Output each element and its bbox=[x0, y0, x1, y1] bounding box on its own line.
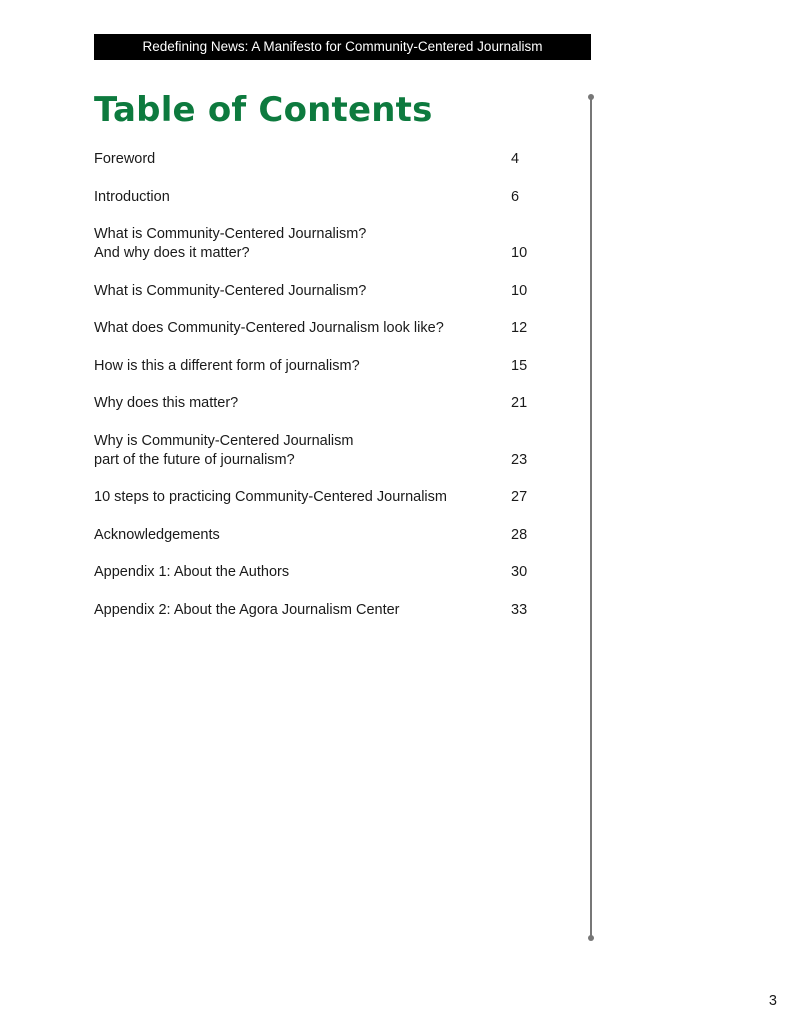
toc-entry-title-line: What is Community-Centered Journalism? bbox=[94, 282, 367, 299]
toc-entry-different-form[interactable] bbox=[94, 357, 554, 376]
toc-entry-title-line: What does Community-Centered Journalism look like? bbox=[94, 320, 444, 336]
toc-entry-title bbox=[94, 563, 494, 582]
toc-entry-what-is-ccj[interactable] bbox=[94, 282, 554, 301]
toc-entry-appendix-2[interactable] bbox=[94, 601, 554, 620]
toc-entry-page: 10 bbox=[511, 282, 528, 299]
table-of-contents bbox=[94, 150, 554, 638]
toc-entry-title-line: Appendix 1: About the Authors bbox=[94, 564, 290, 580]
toc-entry-why-matter[interactable] bbox=[94, 394, 554, 413]
toc-entry-title bbox=[94, 432, 494, 470]
toc-entry-title-line: Why is Community-Centered Journalism bbox=[94, 432, 354, 449]
toc-entry-page: 27 bbox=[511, 489, 528, 505]
toc-entry-title bbox=[94, 357, 494, 376]
toc-entry-what-is-ccj-why[interactable] bbox=[94, 225, 554, 263]
toc-entry-look-like[interactable] bbox=[94, 319, 554, 338]
toc-entry-title bbox=[94, 150, 494, 169]
toc-entry-foreword[interactable] bbox=[94, 150, 554, 169]
running-header: Redefining News: A Manifesto for Community-Centered Journalism bbox=[94, 34, 591, 60]
toc-entry-title bbox=[94, 488, 494, 507]
vertical-rule bbox=[590, 97, 592, 938]
toc-entry-title-line: Acknowledgements bbox=[94, 526, 220, 543]
toc-entry-page: 30 bbox=[511, 564, 528, 580]
toc-entry-appendix-1[interactable] bbox=[94, 563, 554, 582]
toc-entry-page: 33 bbox=[511, 601, 528, 618]
rule-bottom-dot bbox=[588, 935, 594, 941]
toc-entry-title-line: Foreword bbox=[94, 151, 156, 167]
toc-entry-page: 15 bbox=[511, 357, 528, 374]
toc-entry-title-line: 10 steps to practicing Community-Centered Journalism bbox=[94, 489, 447, 505]
toc-entry-title-line: What is Community-Centered Journalism? bbox=[94, 226, 367, 242]
page-title: Table of Contents bbox=[94, 90, 433, 130]
toc-entry-future[interactable] bbox=[94, 432, 554, 470]
page-number: 3 bbox=[768, 993, 777, 1009]
toc-entry-page: 4 bbox=[511, 151, 520, 167]
toc-entry-title-line: And why does it matter? bbox=[94, 245, 250, 261]
toc-entry-title bbox=[94, 225, 494, 263]
toc-entry-title bbox=[94, 319, 494, 338]
toc-entry-title bbox=[94, 282, 494, 301]
toc-entry-title-line: How is this a different form of journalism? bbox=[94, 357, 360, 374]
toc-entry-title bbox=[94, 526, 494, 545]
toc-entry-title bbox=[94, 601, 494, 620]
toc-entry-title-line: Introduction bbox=[94, 188, 170, 205]
toc-entry-title-line: Why does this matter? bbox=[94, 395, 239, 411]
toc-entry-page: 6 bbox=[511, 188, 520, 205]
toc-entry-page: 21 bbox=[511, 395, 528, 411]
toc-entry-page: 28 bbox=[511, 526, 528, 543]
toc-entry-title-line: part of the future of journalism? bbox=[94, 451, 295, 468]
toc-entry-title bbox=[94, 394, 494, 413]
toc-entry-acknowledgements[interactable] bbox=[94, 526, 554, 545]
toc-entry-page: 10 bbox=[511, 245, 528, 261]
toc-entry-title bbox=[94, 188, 494, 207]
toc-entry-introduction[interactable] bbox=[94, 188, 554, 207]
toc-entry-page: 23 bbox=[511, 451, 528, 468]
toc-entry-ten-steps[interactable] bbox=[94, 488, 554, 507]
toc-entry-title-line: Appendix 2: About the Agora Journalism Center bbox=[94, 601, 400, 618]
toc-entry-page: 12 bbox=[511, 320, 528, 336]
